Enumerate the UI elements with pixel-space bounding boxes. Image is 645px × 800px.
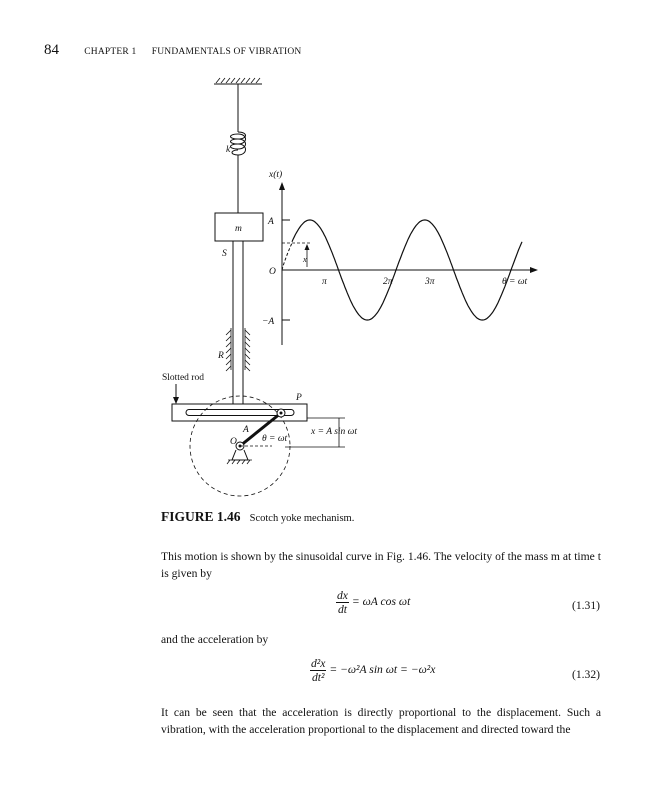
x-tick-pi: π (322, 277, 327, 287)
eq132-rhs: = −ω²A sin ωt = −ω²x (329, 663, 436, 677)
label-O-crank: O (230, 437, 237, 447)
pin-P-center (280, 412, 283, 415)
label-O-axis: O (269, 267, 276, 277)
equation-1-31-label: (1.31) (571, 599, 600, 612)
paragraph-1: This motion is shown by the sinusoidal curve in Fig. 1.46. The velocity of the mass m at time t is given by (161, 550, 601, 580)
ceiling-hatch (216, 78, 260, 83)
pivot-support (232, 450, 248, 460)
chapter-label: CHAPTER 1 (84, 47, 137, 57)
equation-1-32 (310, 657, 435, 684)
label-theta-crank: θ = ωt (262, 434, 288, 444)
label-slotted-rod: Slotted rod (162, 373, 204, 383)
paragraph-2: and the acceleration by (161, 633, 269, 646)
caption-text: Scotch yoke mechanism. (249, 513, 355, 524)
pivot-ground-hatch (227, 460, 252, 464)
label-k: k (226, 145, 231, 155)
label-m: m (235, 224, 242, 234)
label-theta-axis: θ = ωt (502, 277, 528, 287)
x-tick-3pi: 3π (425, 277, 435, 287)
label-A-crank: A (243, 425, 249, 435)
eq131-numerator: dx (337, 589, 348, 602)
label-R: R (218, 351, 224, 361)
label-A-axis: A (268, 217, 274, 227)
slotted-rod (172, 404, 307, 421)
x-axis-arrowhead (530, 267, 538, 273)
label-S: S (222, 249, 227, 259)
spring-coil (231, 132, 246, 155)
slotted-rod-arrowhead (173, 397, 179, 404)
page-number: 84 (44, 42, 59, 58)
equation-1-31 (336, 589, 410, 616)
equation-1-32-label: (1.32) (571, 668, 600, 681)
label-xt: x(t) (269, 170, 283, 180)
eq132-denominator: dt² (311, 671, 325, 684)
y-axis-arrowhead (279, 182, 285, 190)
chapter-title: FUNDAMENTALS OF VIBRATION (151, 47, 302, 57)
eq131-denominator: dt (337, 603, 347, 616)
paragraph-3: It can be seen that the acceleration is directly proportional to the displacement. Such a vibration, with the acceleration proportional to the displacement and directed toward the (161, 706, 601, 736)
curve-lead-in (282, 243, 292, 270)
label-x-equation: x = A sin ωt (311, 427, 358, 437)
eq132-numerator: d²x (311, 657, 326, 670)
eq131-rhs: = ωA cos ωt (351, 595, 411, 609)
x-tick-2pi: 2π (383, 277, 393, 287)
label-x-small: x (303, 254, 307, 264)
figure-caption (161, 509, 354, 525)
label-P: P (296, 393, 302, 403)
rod-guide-left (226, 328, 231, 371)
caption-number: FIGURE 1.46 (161, 509, 241, 524)
rod-guide-right (245, 328, 250, 371)
label-negA-axis: −A (262, 317, 275, 327)
x-arrow-head (305, 244, 310, 250)
